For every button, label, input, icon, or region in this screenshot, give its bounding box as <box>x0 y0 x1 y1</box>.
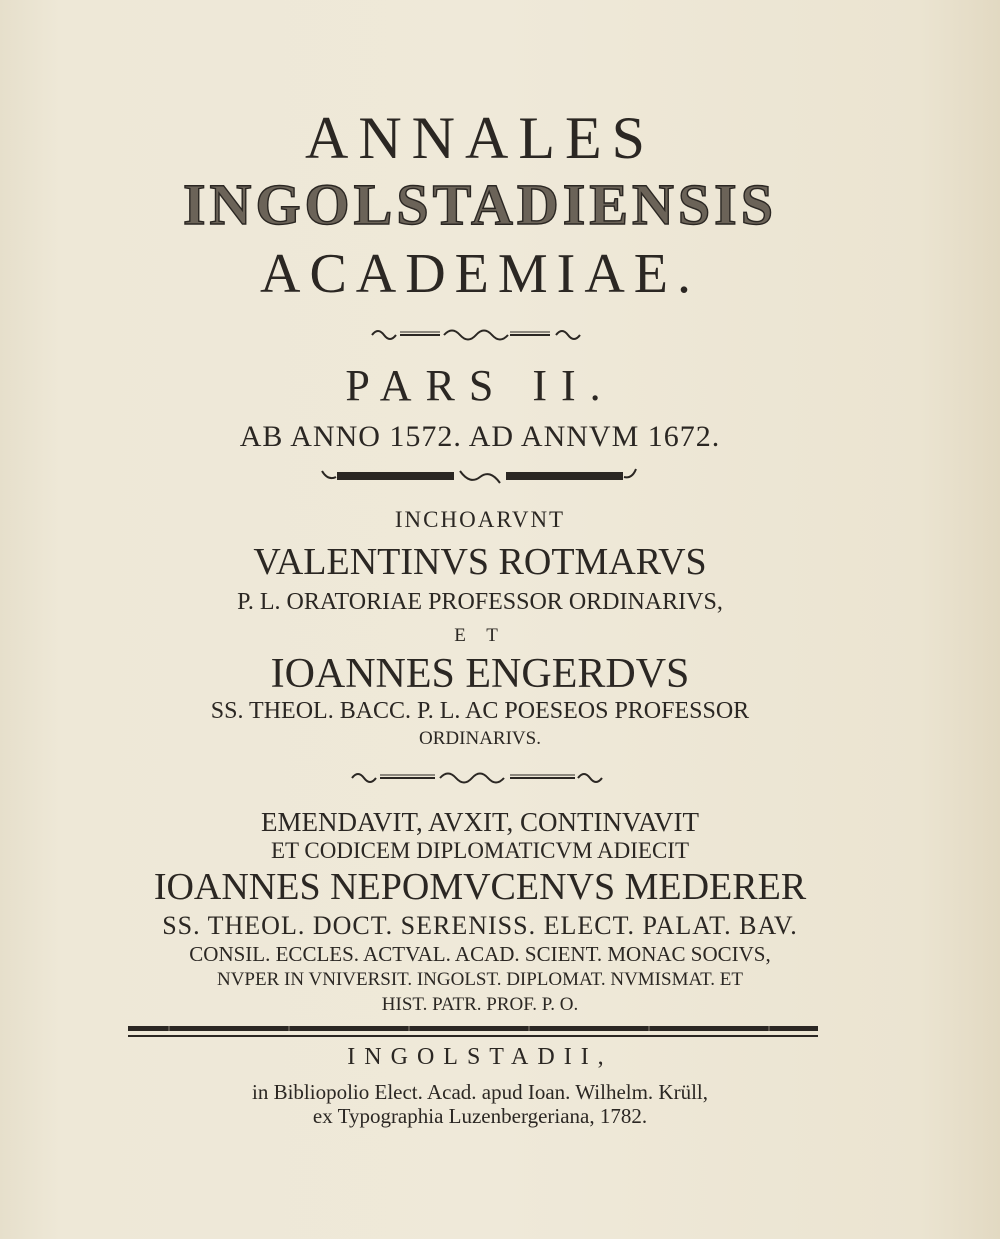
double-rule-divider <box>128 1026 818 1037</box>
title-line-1: ANNALES <box>305 105 655 171</box>
imprint-line-1: in Bibliopolio Elect. Acad. apud Ioan. Wilhelm. Krüll, <box>251 1080 709 1104</box>
ornament-divider <box>0 326 960 344</box>
title-line-2: INGOLSTADIENSIS <box>182 172 777 237</box>
authors-intro: INCHOARVNT <box>394 507 566 532</box>
author-2-name: IOANNES ENGERDVS <box>270 651 690 697</box>
part-number: PARS II. <box>345 361 615 410</box>
ornament-divider <box>0 467 960 487</box>
conjunction: E T <box>454 625 506 646</box>
imprint-line-2: ex Typographia Luzenbergeriana, 1782. <box>312 1104 648 1128</box>
author-2-title-line-2: ORDINARIVS. <box>419 728 541 749</box>
author-1-title: P. L. ORATORIAE PROFESSOR ORDINARIVS, <box>237 589 723 615</box>
author-1-name: VALENTINVS ROTMARVS <box>253 541 707 583</box>
year-range: AB ANNO 1572. AD ANNVM 1672. <box>239 420 721 453</box>
imprint-place: INGOLSTADII, <box>347 1044 613 1070</box>
ornament-divider <box>0 769 960 787</box>
author-2-title-line-1: SS. THEOL. BACC. P. L. AC POESEOS PROFESSOR <box>210 698 750 724</box>
editor-title-line-4: HIST. PATR. PROF. P. O. <box>381 994 579 1015</box>
editor-line-1: EMENDAVIT, AVXIT, CONTINVAVIT <box>261 807 699 837</box>
editor-title-line-1: SS. THEOL. DOCT. SERENISS. ELECT. PALAT. BAV. <box>162 911 798 940</box>
editor-line-2: ET CODICEM DIPLOMATICVM ADIECIT <box>270 838 690 863</box>
editor-title-line-3: NVPER IN VNIVERSIT. INGOLST. DIPLOMAT. NVMISMAT. ET <box>216 969 743 990</box>
editor-name: IOANNES NEPOMVCENVS MEDERER <box>153 866 807 908</box>
title-line-3: ACADEMIAE. <box>260 243 700 305</box>
editor-title-line-2: CONSIL. ECCLES. ACTVAL. ACAD. SCIENT. MONAC SOCIVS, <box>189 942 771 966</box>
